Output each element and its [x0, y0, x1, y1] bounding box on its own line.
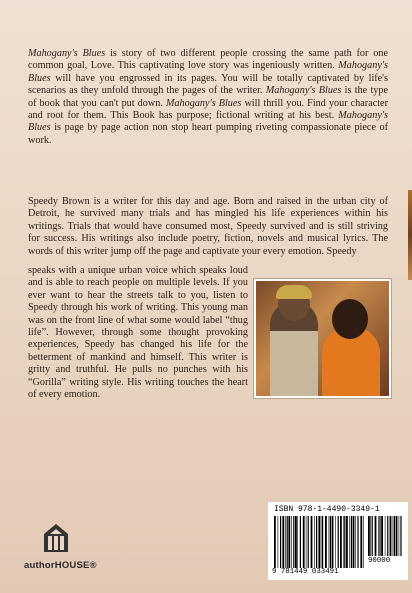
author-bio-paragraph-wrap: speaks with a unique urban voice which speaks loud and is able to reach people on multiple levels. If you ever want to hear the streets talk to you, listen to Speedy through his work of writing. This young man was on the front line of what some would label “thug life”. However, through some thought provoking experiences, Speedy has changed his life for the betterment of mankind and himself. This writer is gritty and truthful. He pulls no punches with his “Gorilla” writing style. His writing touches the heart of every emotion.: [28, 265, 248, 401]
author-vest: [270, 331, 318, 396]
companion-head: [332, 299, 368, 339]
barcode-bars: [274, 516, 364, 568]
author-photo: [254, 279, 391, 398]
addon-barcode-bars: [368, 516, 402, 556]
synopsis-paragraph: Mahogany's Blues is story of two different people crossing the same path for one common goal, Love. This captivating love story was ingeniously written. Mahogany's Blues will have you engrossed in its pages. You will be totally captivated by life's scenarios as they unfold through the pages of the writer. Mahogany's Blues is the type of book that you can't put down. Mahogany's Blues will thrill you. Find your character and root for them. This Book has purpose; fictional writing at his best. Mahogany's Blues is page by page action non stop heart pumping riveting compassionate piece of work.: [28, 48, 388, 146]
isbn-label: ISBN 978-1-4490-3349-1: [274, 505, 380, 514]
publisher-logo: [24, 522, 97, 582]
author-bio-paragraph-top: Speedy Brown is a writer for this day and age. Born and raised in the urban city of Detroit, he survived many trials and has mingled his life experiences within his writings. Trials that would have consumed most, Speedy survived and is still striving for success. His writings also include poetry, fiction, novels and musical lyrics. The words of this writer jump off the page and captivate your every emotion. Speedy: [28, 196, 388, 257]
isbn-barcode: [268, 502, 408, 580]
barcode-digits: 9 781449 033491: [272, 568, 339, 576]
author-cap: [276, 285, 312, 299]
spine-edge: [408, 190, 412, 280]
publisher-name: authorHOUSE®: [24, 560, 97, 571]
publisher-building-icon: [42, 522, 70, 554]
addon-digits: 90000: [368, 557, 391, 565]
